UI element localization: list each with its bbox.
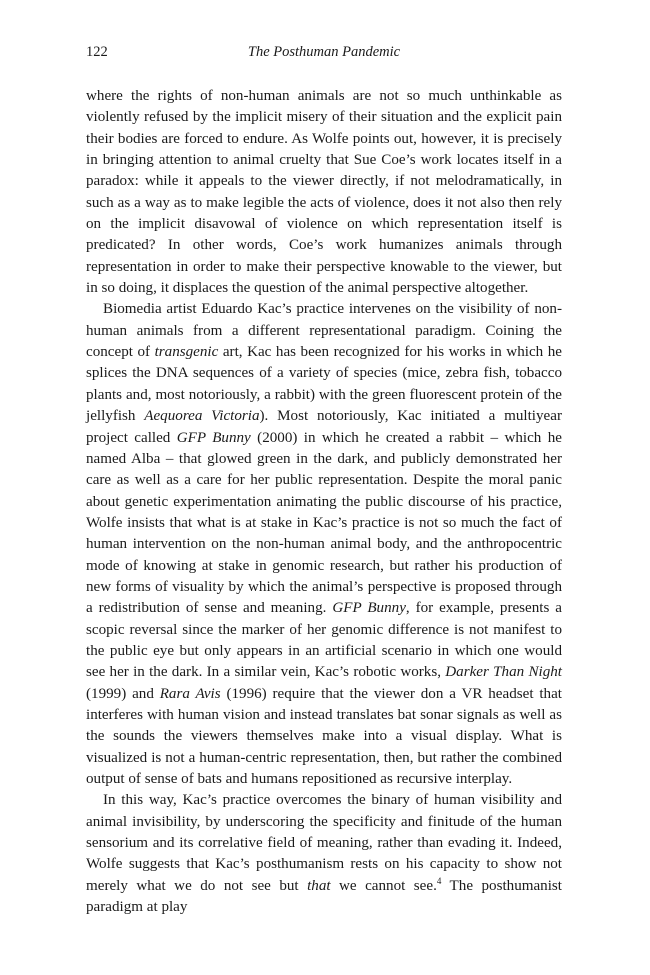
paragraph-2-text: (2000) in which he created a rabbit – which he named Alba – that glowed green in the dark, and publicly demonstrated her care as well as a care for her public representation. Despite the moral panic about genetic experimentation animating the public discourse of his practice, Wolfe insists that what is at stake in Kac’s practice is not so much the fact of human intervention on the non-human animal body, and the anthropocentric mode of knowing at stake in genomic research, but rather his production of new forms of visuality by which the animal’s perspective is proposed through a redistribution of sense and meaning. (86, 429, 562, 617)
italic-work-title: GFP Bunny (176, 429, 251, 446)
paragraph-2-text: (1996) require that the viewer don a VR headset that interferes with human vision and instead translates bat sonar signals as well as the sounds the viewers themselves make into a visual display. What is visualized is not a human-centric representation, then, but rather the combined output of sense of bats and humans repositioned as recursive interplay. (86, 685, 562, 787)
italic-work-title: Darker Than Night (445, 664, 562, 681)
paragraph-2 (86, 299, 562, 790)
italic-term-transgenic: transgenic (154, 344, 219, 361)
paragraph-2-text: Biomedia artist Eduardo Kac’s practice intervenes on the visibility of non-human animals from a different representational paradigm. Coining the concept of (86, 301, 562, 361)
page-number: 122 (86, 44, 108, 60)
italic-emphasis: that (307, 877, 331, 894)
running-title: The Posthuman Pandemic (247, 44, 401, 60)
italic-species-name: Aequorea Victoria (144, 408, 260, 425)
paragraph-2-text: , for example, presents a scopic reversal since the marker of her genomic difference is not manifest to the public eye but only appears in an artificial scenario in which one would see her in the dark. In a similar vein, Kac’s robotic works, (86, 600, 562, 681)
paragraph-3-text: we cannot see. (330, 877, 437, 894)
paragraph-2-text: art, Kac has been recognized for his works in which he splices the DNA sequences of a variety of species (mice, zebra fish, tobacco plants and, most notoriously, a rabbit) with the green fluorescent protein of the jellyfish (86, 344, 562, 425)
paragraph-3-text: In this way, Kac’s practice overcomes the binary of human visibility and animal invisibility, by underscoring the specificity and finitude of the human sensorium and its correlative field of meaning, rather than evading it. Indeed, Wolfe suggests that Kac’s posthumanism rests on his capacity to show not merely what we do not see but (86, 792, 562, 894)
footnote-marker[interactable]: 4 (436, 875, 442, 886)
paragraph-1 (86, 86, 562, 299)
paragraph-3 (86, 790, 562, 918)
italic-work-title: GFP Bunny (332, 600, 406, 617)
italic-work-title: Rara Avis (159, 685, 221, 702)
running-header (86, 44, 562, 64)
paragraph-2-text: (1999) and (86, 685, 160, 702)
paragraph-1-text: where the rights of non-human animals are not so much unthinkable as violently refused by the implicit misery of their situation and the explicit pain their bodies are forced to endure. As Wolfe points out, however, it is precisely in bringing attention to animal cruelty that Sue Coe’s work locates itself in a paradox: while it appeals to the viewer directly, if not melodramatically, in such as a way as to make legible the acts of violence, does it not also then rely on the implicit disavowal of violence on which representation itself is predicated? In other words, Coe’s work humanizes animals through representation in order to make their perspective knowable to the viewer, but in so doing, it displaces the question of the animal perspective altogether. (86, 88, 562, 297)
paragraph-3-text: The posthumanist paradigm at play (86, 877, 562, 916)
paragraph-2-text: ). Most notoriously, Kac initiated a multiyear project called (86, 408, 562, 446)
body-text (86, 86, 562, 918)
